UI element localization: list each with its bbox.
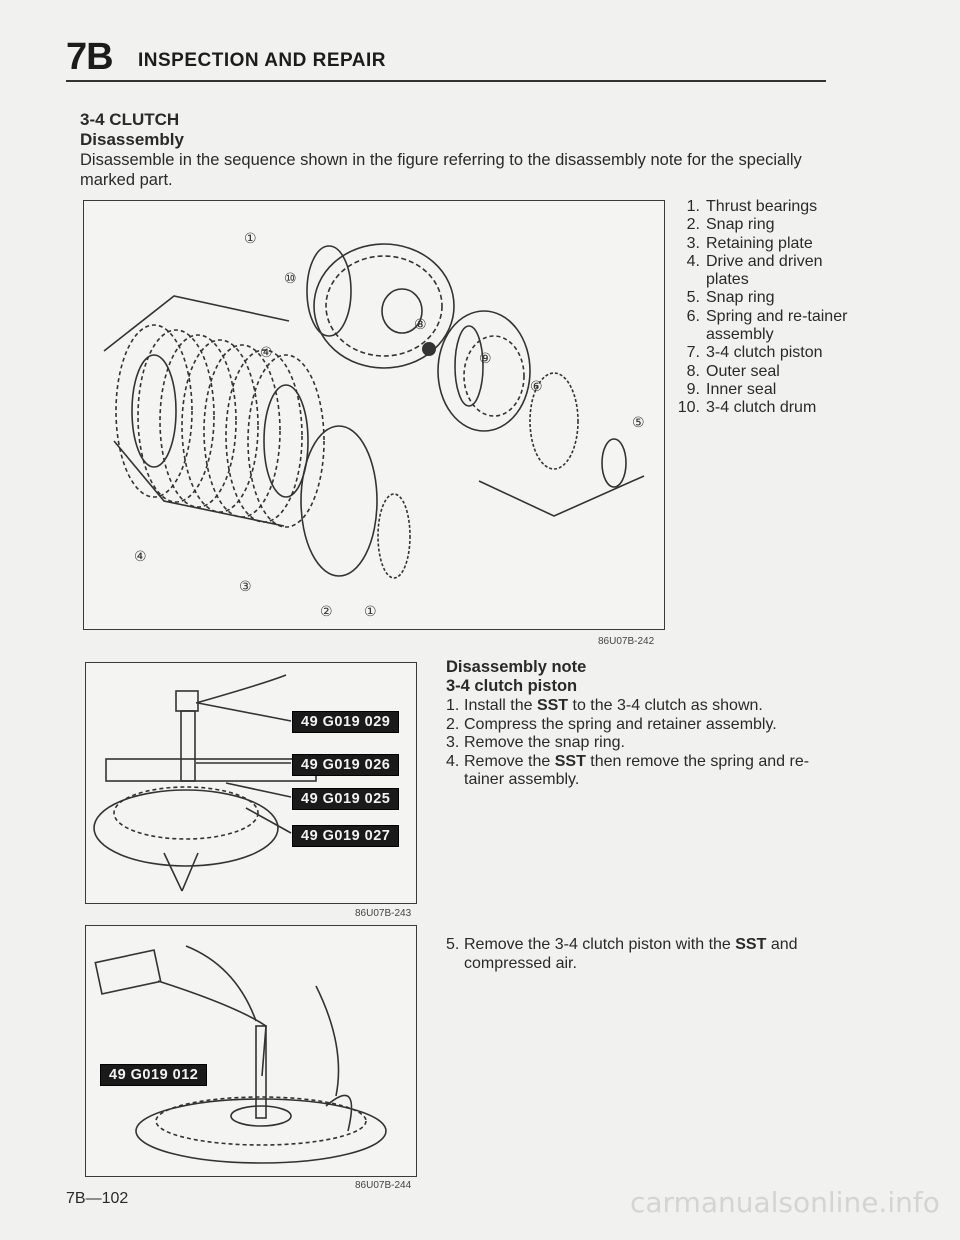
list-item: 2. Snap ring [686,216,775,234]
note-subtitle: 3-4 clutch piston [446,677,578,695]
snap-ring-2 [301,426,377,576]
sst-label-027: 49 G019 027 [292,825,399,847]
sst-label-029: 49 G019 029 [292,711,399,733]
exploded-view-figure [83,200,665,630]
callout-6: ⑥ [530,379,543,395]
section-subtitle: Disassembly [80,130,184,149]
callout-7-marker [422,342,436,356]
piston-removal-figure [85,925,417,1177]
sst-install-drawing [86,663,416,903]
list-item: 10. 3-4 clutch drum [677,399,817,417]
list-item: 7. 3-4 clutch piston [686,344,823,362]
header-rule [66,80,826,82]
list-item: 3. Remove the snap ring. [446,734,625,751]
air-nozzle-body [95,950,160,994]
list-item: 2. Compress the spring and retainer assembly. [446,715,777,733]
section-title: 3-4 CLUTCH [80,110,180,129]
plate-stack [116,325,324,527]
list-item: 3. Retaining plate [686,234,813,252]
compressor-handle [196,675,286,703]
air-hose [158,981,266,1076]
figure3-caption: 86U07B-244 [355,1180,412,1191]
sst-label-012: 49 G019 012 [100,1064,207,1086]
figure2-caption: 86U07B-243 [355,908,412,919]
intro-text: Disassemble in the sequence shown in the figure referring to the disassembly note for the specially marked part. [80,151,802,189]
sst-label-025: 49 G019 025 [292,788,399,810]
section-code: 7B [66,36,113,78]
list-item: 4. Drive and driven plates [686,252,823,289]
figure1-caption: 86U07B-242 [598,636,655,647]
list-item: 1. Install the SST to the 3-4 clutch as shown. [446,697,763,714]
callout-2: ② [320,604,333,620]
list-item: 8. Outer seal [686,362,780,380]
callout-1-top: ① [244,231,257,247]
list-item: 1. Thrust bearings [686,198,818,215]
callout-5: ⑤ [632,415,645,431]
note-steps [446,697,846,790]
callout-4-bottom: ④ [134,549,147,565]
step-5: 5. Remove the 3-4 clutch piston with the SST and compressed air. [446,936,798,972]
callout-4-top: ④ [260,345,273,361]
snap-ring-pliers [164,853,198,891]
list-item: 6. Spring and re-tainer assembly [686,307,848,344]
page-header-title: INSPECTION AND REPAIR [138,50,387,71]
page-number: 7B—102 [66,1190,129,1207]
callout-9: ⑨ [479,351,492,367]
clutch-piston [438,311,530,431]
parts-list [672,198,856,418]
callout-3: ③ [239,579,252,595]
piston-removal-drawing [86,926,416,1176]
sst-install-figure [85,662,417,904]
callout-1-bottom: ① [364,604,377,620]
bolt-head [176,691,198,711]
list-item: 4. Remove the SST then remove the spring and re-tainer assembly. [446,752,810,788]
sst-label-026: 49 G019 026 [292,754,399,776]
hand-right [326,1095,352,1131]
list-item: 9. Inner seal [686,380,777,398]
note-title: Disassembly note [446,658,587,676]
callout-10: ⑩ [284,271,297,287]
callout-8: ⑧ [414,317,427,333]
watermark: carmanualsonline.info [630,1186,940,1219]
thrust-bearing-lower [378,494,410,578]
list-item: 5. Snap ring [686,289,775,307]
exploded-view-drawing [84,201,664,629]
snap-ring-5 [602,439,626,487]
